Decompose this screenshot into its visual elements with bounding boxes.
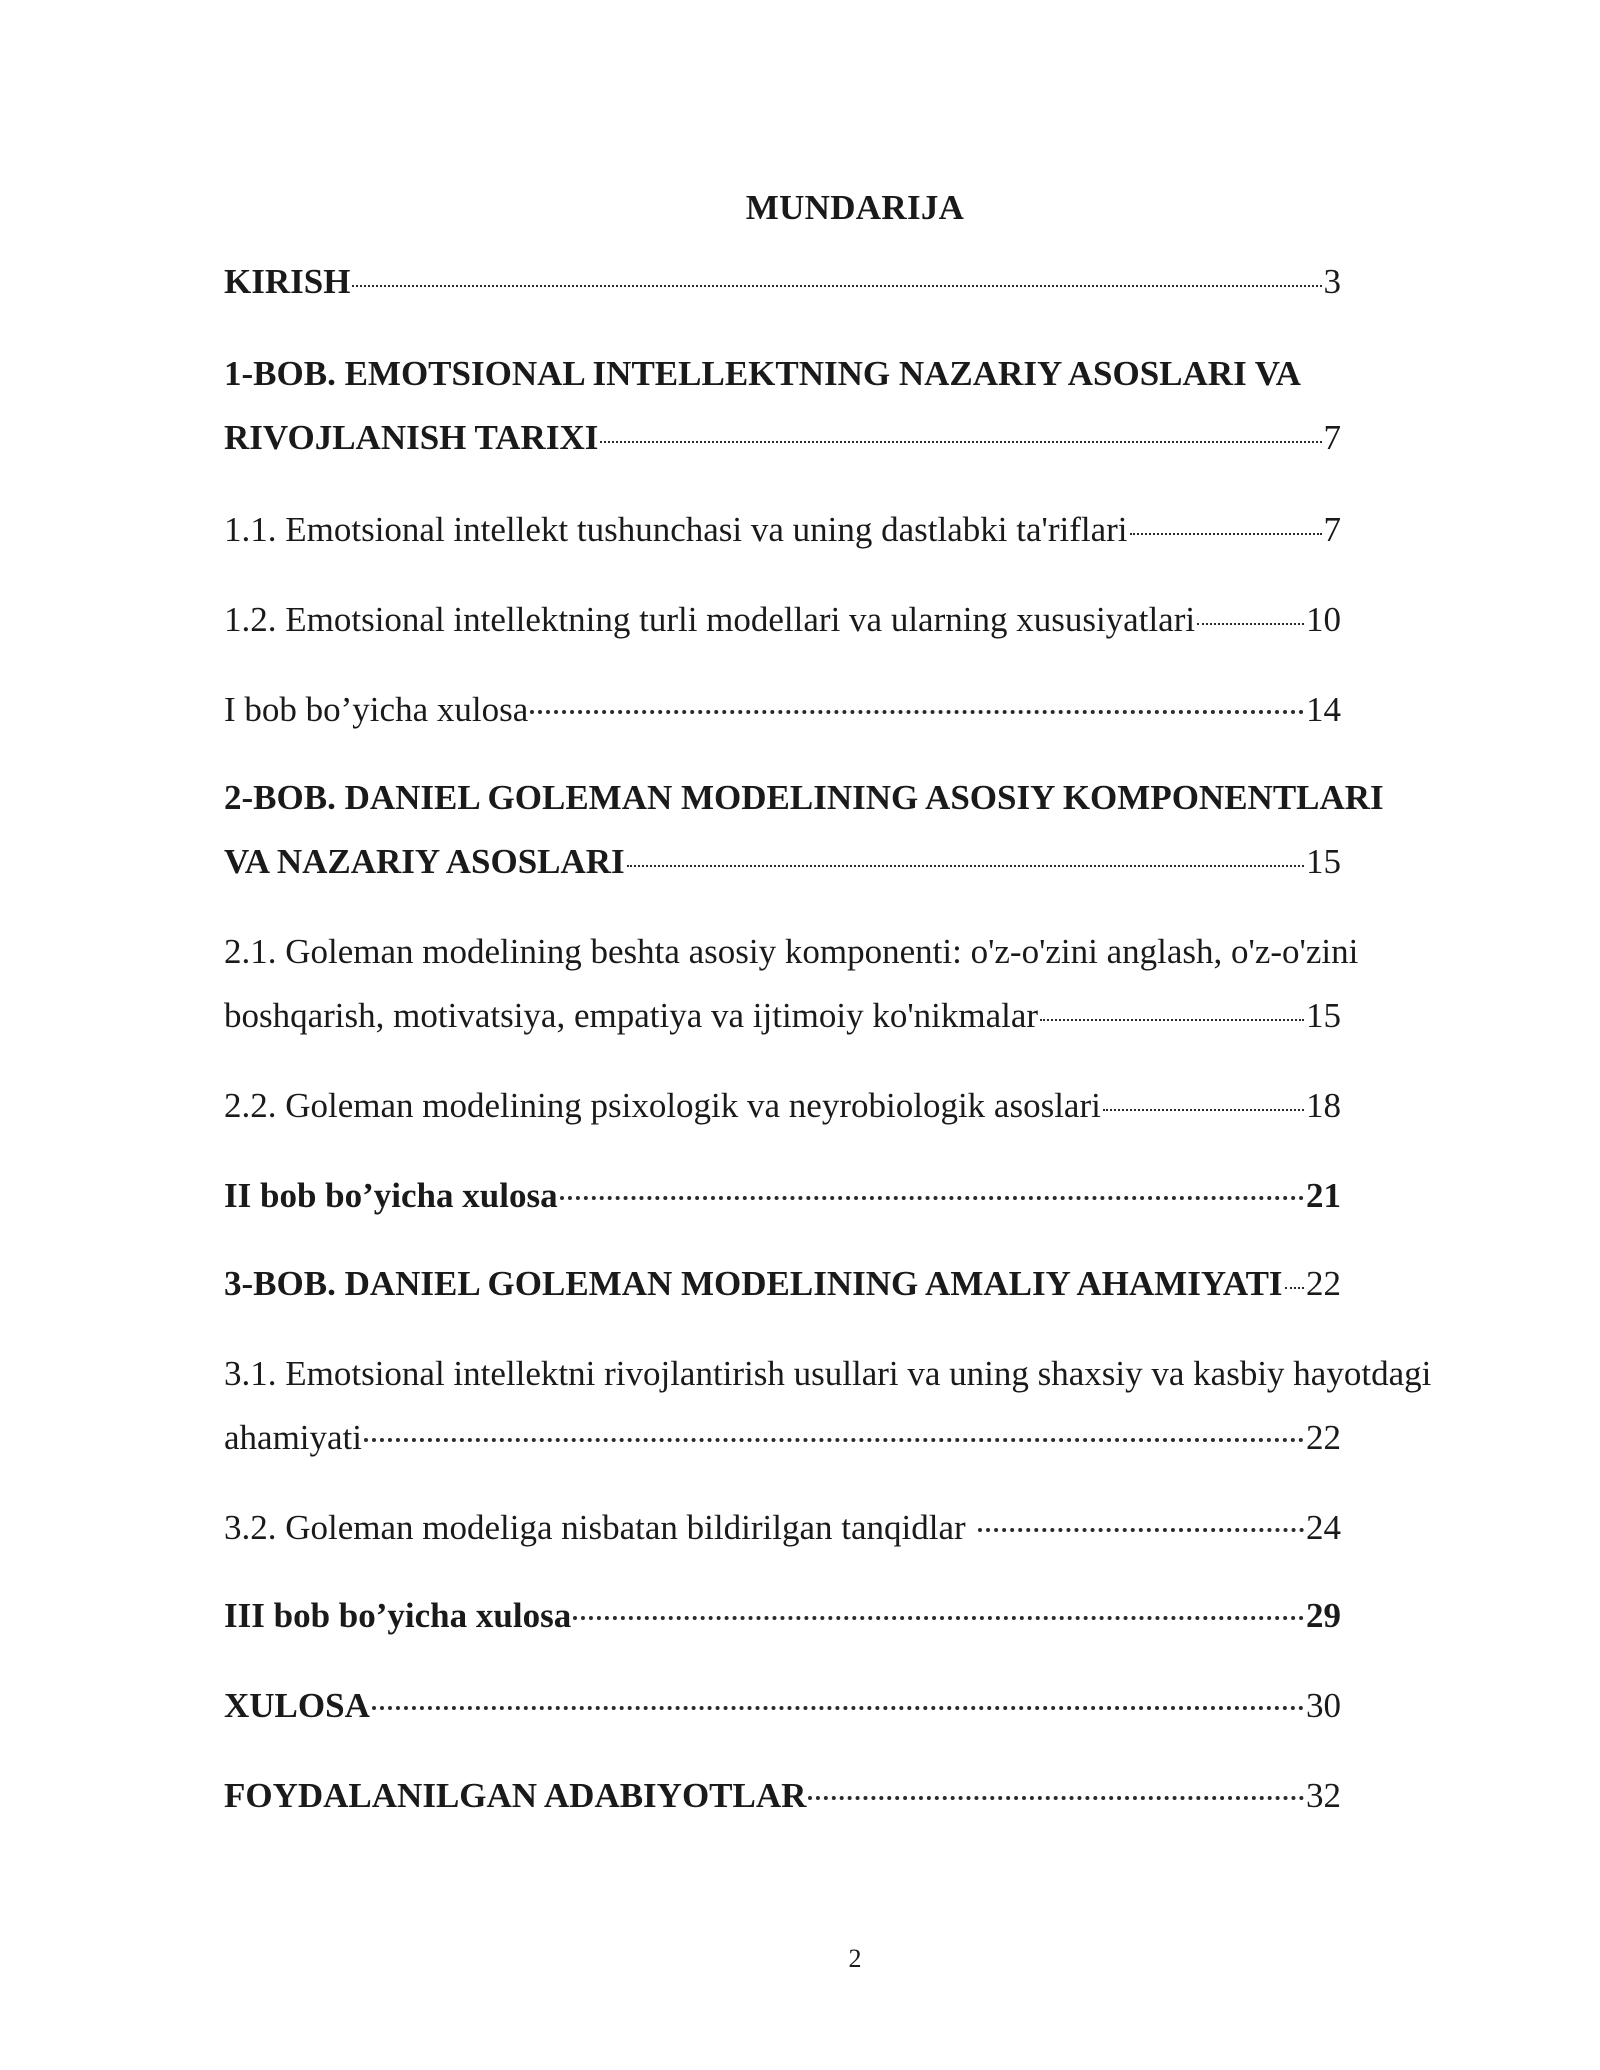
toc-entry-text: 2.2. Goleman modelining psixologik va neyrobiologik asoslari (224, 1086, 1101, 1125)
toc-entry-section-1-1 (224, 498, 1341, 562)
dot-leader (364, 1438, 1304, 1442)
dot-leader (573, 1616, 1304, 1620)
toc-entry-page: 32 (1306, 1776, 1341, 1815)
toc-line (224, 1074, 1341, 1138)
toc-entry-section-1-2 (224, 588, 1341, 652)
toc-entry-text: 1.1. Emotsional intellekt tushunchasi va uning dastlabki ta'riflari (224, 510, 1128, 549)
toc-line (224, 342, 1341, 406)
toc-line (224, 1342, 1432, 1406)
toc-entry-text: ahamiyati (224, 1418, 363, 1457)
dot-leader (1130, 533, 1322, 535)
toc-line (224, 1252, 1341, 1316)
dot-leader (372, 1706, 1304, 1710)
dot-leader (627, 865, 1304, 867)
toc-entry-text: XULOSA (224, 1686, 370, 1725)
toc-entry-page: 3 (1323, 262, 1341, 301)
toc-line (224, 1674, 1341, 1738)
toc-entry-page: 10 (1306, 600, 1341, 639)
toc-entry-text: 3-BOB. DANIEL GOLEMAN MODELINING AMALIY AHAMIYATI (224, 1264, 1283, 1303)
toc-entry-chapter-3 (224, 1252, 1341, 1316)
dot-leader (600, 441, 1321, 443)
toc-entry-section-2-1 (224, 920, 1359, 1048)
toc-line (224, 1764, 1341, 1828)
dot-leader (352, 285, 1321, 287)
toc-entry-chapter-1 (224, 342, 1341, 470)
toc-entry-page: 24 (1306, 1508, 1341, 1547)
toc-line (224, 766, 1384, 830)
dot-leader (808, 1796, 1304, 1800)
toc-entry-conclusion (224, 1674, 1341, 1738)
toc-entry-page: 15 (1306, 842, 1341, 881)
page-title: MUNDARIJA (745, 188, 965, 227)
toc-entry-text: boshqarish, motivatsiya, empatiya va ijtimoiy ko'nikmalar (224, 996, 1039, 1035)
toc-line (224, 406, 1341, 470)
toc-entry-page: 29 (1306, 1596, 1341, 1635)
toc-entry-page: 22 (1306, 1418, 1341, 1457)
toc-line (224, 498, 1341, 562)
toc-entry-text: 3.1. Emotsional intellektni rivojlantirish usullari va uning shaxsiy va kasbiy hayotdagi (224, 1354, 1432, 1393)
toc-entry-text: FOYDALANILGAN ADABIYOTLAR (224, 1776, 807, 1815)
page-number: 2 (848, 1944, 862, 1973)
toc-entry-page: 7 (1323, 418, 1341, 457)
toc-entry-text: II bob bo’yicha xulosa (224, 1176, 558, 1215)
toc-line (224, 984, 1341, 1048)
toc-line (224, 830, 1341, 894)
dot-leader (560, 1196, 1304, 1200)
dot-leader (978, 1528, 1304, 1532)
toc-entry-page: 18 (1306, 1086, 1341, 1125)
toc-entry-page: 30 (1306, 1686, 1341, 1725)
toc-entry-page: 7 (1323, 510, 1341, 549)
toc-entry-page: 15 (1306, 996, 1341, 1035)
toc-entry-text: I bob bo’yicha xulosa (224, 690, 529, 729)
toc-entry-text: 1.2. Emotsional intellektning turli modellari va ularning xususiyatlari (224, 600, 1196, 639)
toc-entry-text: VA NAZARIY ASOSLARI (224, 842, 625, 881)
toc-entry-kirish (224, 250, 1341, 314)
toc-entry-summary-2 (224, 1164, 1341, 1228)
toc-entry-chapter-2 (224, 766, 1384, 894)
toc-entry-text: 2.1. Goleman modelining beshta asosiy komponenti: o'z-o'zini anglash, o'z-o'zini (224, 932, 1359, 971)
toc-entry-text: 3.2. Goleman modeliga nisbatan bildirilgan tanqidlar (224, 1508, 966, 1547)
toc-entry-section-2-2 (224, 1074, 1341, 1138)
dot-leader (1103, 1109, 1304, 1111)
toc-line (224, 1406, 1341, 1470)
toc-entry-summary-1 (224, 678, 1341, 742)
toc-line (224, 678, 1341, 742)
toc-line (224, 920, 1359, 984)
toc-entry-references (224, 1764, 1341, 1828)
dot-leader (1040, 1019, 1304, 1021)
dot-leader (530, 710, 1304, 714)
toc-entry-text: III bob bo’yicha xulosa (224, 1596, 572, 1635)
toc-entry-text: RIVOJLANISH TARIXI (224, 418, 599, 457)
toc-line (224, 1496, 1341, 1560)
toc-entry-text: 2-BOB. DANIEL GOLEMAN MODELINING ASOSIY KOMPONENTLARI (224, 778, 1384, 817)
toc-entry-text: KIRISH (224, 262, 351, 301)
dot-leader (1197, 623, 1304, 625)
toc-line (224, 1164, 1341, 1228)
toc-line (224, 1584, 1341, 1648)
dot-leader (1285, 1287, 1304, 1289)
toc-entry-text: 1-BOB. EMOTSIONAL INTELLEKTNING NAZARIY ASOSLARI VA (224, 354, 1301, 393)
toc-entry-summary-3 (224, 1584, 1341, 1648)
toc-entry-section-3-2 (224, 1496, 1341, 1560)
toc-entry-section-3-1 (224, 1342, 1432, 1470)
toc-line (224, 588, 1341, 652)
toc-line (224, 250, 1341, 314)
toc-entry-page: 22 (1306, 1264, 1341, 1303)
toc-entry-page: 21 (1306, 1176, 1341, 1215)
toc-entry-page: 14 (1306, 690, 1341, 729)
